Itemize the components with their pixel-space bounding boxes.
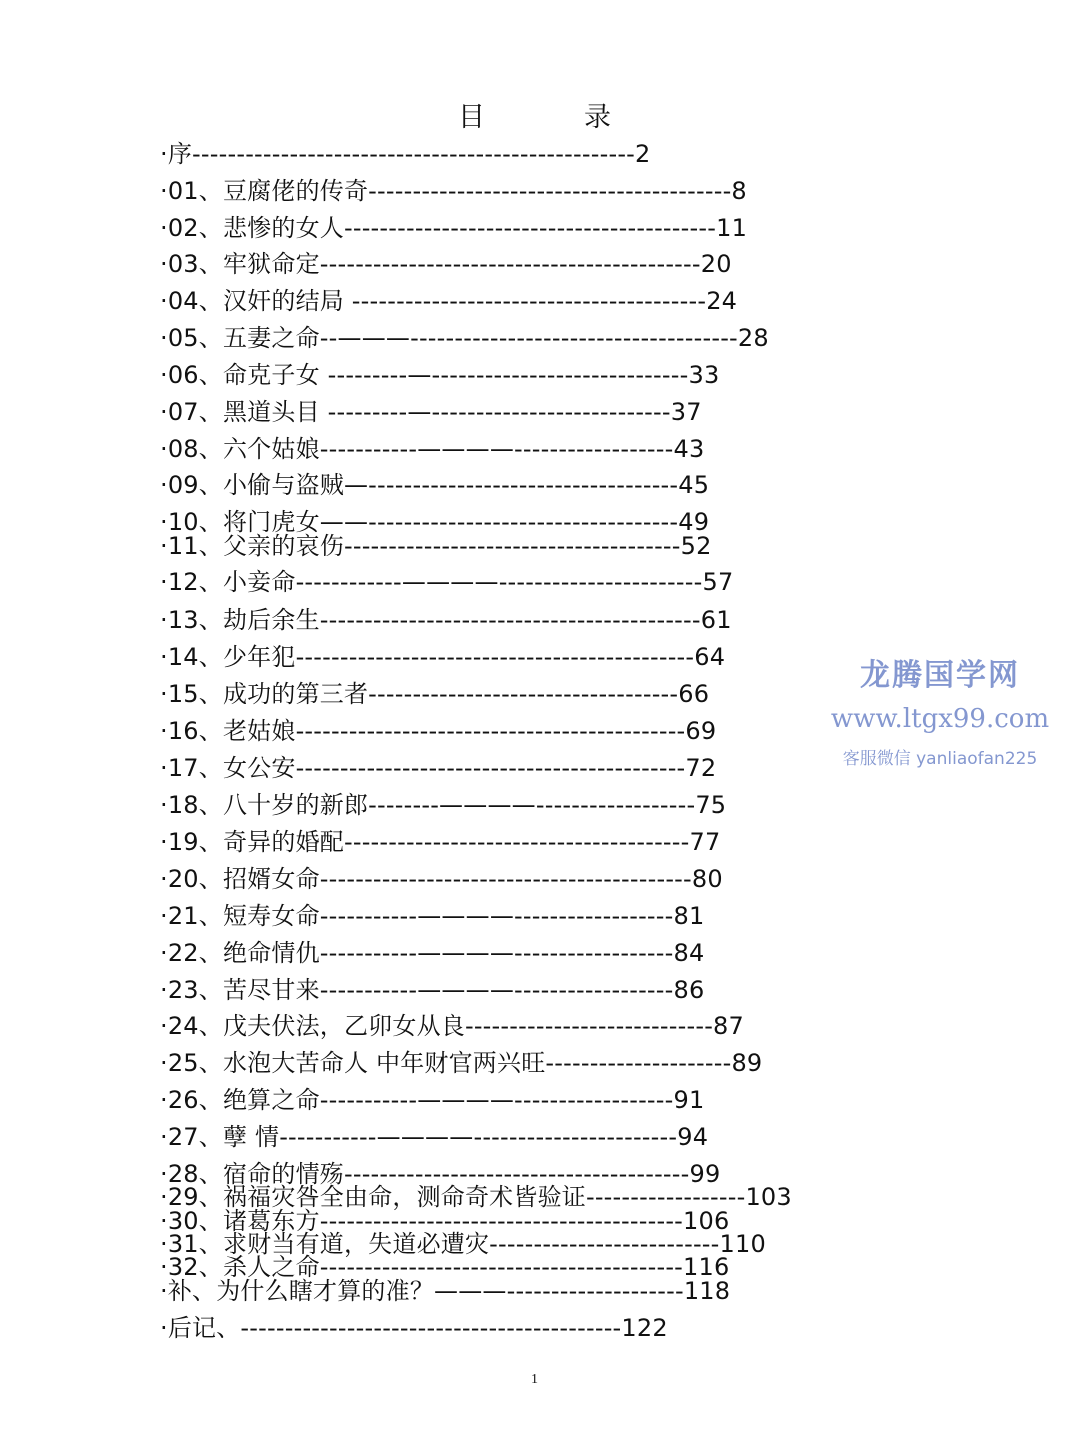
toc-entry-31[interactable]: ·31、求财当有道，失道必遭灾--------------------------110: [160, 1230, 766, 1258]
toc-entry-06[interactable]: ·06、命克子女 ---------—-----------------------------33: [160, 361, 720, 389]
toc-entry-03[interactable]: ·03、牢狱命定-------------------------------------------20: [160, 250, 732, 278]
watermark: [820, 650, 1060, 769]
toc-entry-26[interactable]: ·26、绝算之命-----------————------------------91: [160, 1086, 705, 1114]
page-title: 目 录: [458, 102, 647, 133]
toc-entry-08[interactable]: ·08、六个姑娘-----------————------------------43: [160, 435, 705, 463]
toc-entry-30[interactable]: ·30、诸葛东方-----------------------------------------106: [160, 1207, 730, 1235]
toc-entry-17[interactable]: ·17、女公安--------------------------------------------72: [160, 754, 717, 782]
toc-entry-18[interactable]: ·18、八十岁的新郎--------————------------------75: [160, 791, 727, 819]
toc-entry-25[interactable]: ·25、水泡大苦命人 中年财官两兴旺---------------------89: [160, 1049, 763, 1077]
toc-entry-14[interactable]: ·14、少年犯---------------------------------------------64: [160, 643, 726, 671]
toc-entry-32[interactable]: ·32、杀人之命-----------------------------------------116: [160, 1253, 730, 1281]
toc-entry-13[interactable]: ·13、劫后余生-------------------------------------------61: [160, 606, 732, 634]
toc-entry-07[interactable]: ·07、黑道头目 ---------—---------------------------37: [160, 398, 702, 426]
toc-entry-01[interactable]: ·01、豆腐佬的传奇-----------------------------------------8: [160, 177, 747, 205]
toc-entry-preface[interactable]: ·序--------------------------------------------------2: [160, 140, 651, 168]
watermark-contact: 客服微信 yanliaofan225: [842, 749, 1038, 769]
watermark-url: www.ltgx99.com: [830, 704, 1050, 734]
toc-entry-supplement[interactable]: ·补、为什么瞎才算的准？———--------------------118: [160, 1277, 731, 1305]
toc-entry-27[interactable]: ·27、孽 情-----------————-----------------------94: [160, 1123, 709, 1151]
toc-entry-19[interactable]: ·19、奇异的婚配---------------------------------------77: [160, 828, 721, 856]
toc-entry-29[interactable]: ·29、祸福灾咎全由命，测命奇术皆验证------------------103: [160, 1183, 792, 1211]
toc-entry-12[interactable]: ·12、小妾命------------————-----------------------57: [160, 568, 734, 596]
page-number: 1: [531, 1372, 538, 1387]
toc-entry-15[interactable]: ·15、成功的第三者-----------------------------------66: [160, 680, 710, 708]
toc-entry-afterword[interactable]: ·后记、-------------------------------------------122: [160, 1314, 668, 1342]
toc-entry-10[interactable]: ·10、将门虎女——-----------------------------------49: [160, 508, 710, 536]
toc-entry-02[interactable]: ·02、悲惨的女人------------------------------------------11: [160, 214, 748, 242]
toc-entry-22[interactable]: ·22、绝命情仇-----------————------------------84: [160, 939, 705, 967]
toc-entry-04[interactable]: ·04、汉奸的结局 ----------------------------------------24: [160, 287, 738, 315]
toc-entry-05[interactable]: ·05、五妻之命--———-------------------------------------28: [160, 324, 769, 352]
toc-entry-24[interactable]: ·24、戊夫伏法，乙卯女从良----------------------------87: [160, 1012, 744, 1040]
toc-entry-16[interactable]: ·16、老姑娘--------------------------------------------69: [160, 717, 717, 745]
toc-entry-21[interactable]: ·21、短寿女命-----------————------------------81: [160, 902, 705, 930]
watermark-title: 龙腾国学网: [860, 658, 1020, 693]
toc-entry-20[interactable]: ·20、招婿女命------------------------------------------80: [160, 865, 723, 893]
toc-entry-23[interactable]: ·23、苦尽甘来-----------————------------------86: [160, 976, 705, 1004]
toc-entry-09[interactable]: ·09、小偷与盗贼—-----------------------------------45: [160, 471, 710, 499]
toc-entry-11[interactable]: ·11、父亲的哀伤--------------------------------------52: [160, 532, 712, 560]
toc-entry-28[interactable]: ·28、宿命的情殇---------------------------------------99: [160, 1160, 721, 1188]
